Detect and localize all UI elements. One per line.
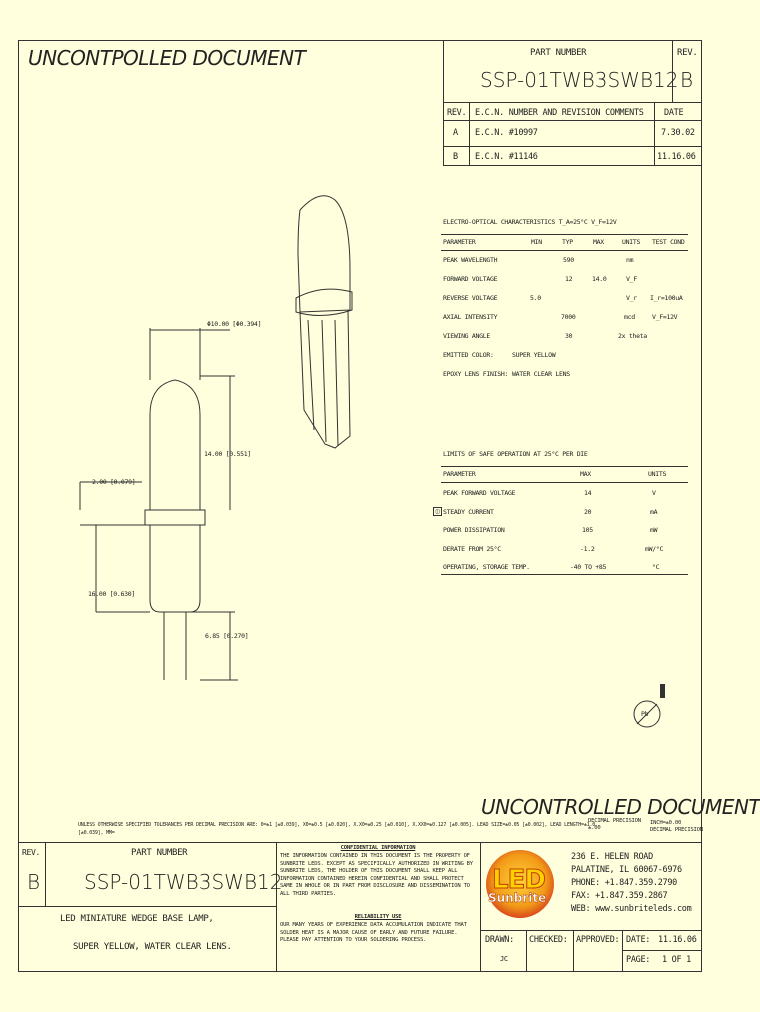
emitted-color: SUPER YELLOW bbox=[512, 351, 556, 359]
rev-label: REV. bbox=[677, 48, 698, 58]
drawn-label: DRAWN: bbox=[485, 935, 514, 945]
divider bbox=[441, 250, 688, 251]
eo-min: 5.0 bbox=[530, 294, 541, 302]
dim-flange: 2.00 [0.079] bbox=[92, 478, 136, 486]
date-row-b: 11.16.06 bbox=[657, 152, 696, 162]
eo-typ: 590 bbox=[563, 256, 574, 264]
limit-param: STEADY CURRENT bbox=[443, 508, 494, 516]
rev-col-header: REV. bbox=[447, 108, 467, 118]
eo-header-cond: TEST COND bbox=[652, 238, 685, 246]
eo-header-typ: TYP bbox=[562, 238, 573, 246]
divider bbox=[443, 120, 702, 121]
rev-row-a: A bbox=[453, 128, 458, 138]
stud-marker-icon: ◫ bbox=[433, 507, 442, 516]
limits-title: LIMITS OF SAFE OPERATION AT 25°C PER DIE bbox=[443, 450, 588, 458]
eo-header-min: MIN bbox=[531, 238, 542, 246]
date-value: 11.16.06 bbox=[658, 935, 697, 945]
divider bbox=[526, 930, 527, 972]
dim-height: 14.00 [0.551] bbox=[204, 450, 251, 458]
divider bbox=[441, 574, 688, 575]
eo-typ: 30 bbox=[565, 332, 573, 340]
limit-max: -40 TO +85 bbox=[570, 563, 607, 571]
confidential-title: CONFIDENTIAL INFORMATION bbox=[340, 845, 416, 851]
approved-label: APPROVED: bbox=[576, 935, 620, 945]
divider bbox=[18, 906, 276, 907]
eo-param: AXIAL INTENSITY bbox=[443, 313, 498, 321]
uncontrolled-document-bottom: UNCONTROLLED DOCUMENT bbox=[481, 795, 760, 819]
drawn-value: JC bbox=[500, 955, 508, 963]
limit-max: -1.2 bbox=[580, 545, 595, 553]
fax: FAX: +1.847.359.2867 bbox=[571, 891, 668, 901]
divider bbox=[441, 482, 688, 483]
eo-title: ELECTRO-OPTICAL CHARACTERISTICS T_A=25°C V_F=12V bbox=[443, 218, 617, 226]
page-label: PAGE: bbox=[626, 955, 651, 965]
part-number: SSP-01TWB3SWB12 bbox=[480, 68, 679, 92]
divider bbox=[45, 842, 46, 906]
tolerance-small: INCH=±0.00 bbox=[650, 820, 682, 826]
tolerance-note: UNLESS OTHERWISE SPECIFIED TOLERANCES PER DECIMAL PRECISION ARE: 0=±1 [±0.039], X0=±0.5 [±0.020], X.X0=±0.25 [±0.010], X.XX0=±0.127 [±0.005]. LEAD SIZE=±0.05 [±0.002], LEAD LENGTH=±1.0 [±0.039], MM= bbox=[78, 822, 596, 836]
limits-header-param: PARAMETER bbox=[443, 470, 476, 478]
pb-label: Pb bbox=[641, 710, 649, 718]
dim-diameter: Φ10.00 [Φ0.394] bbox=[207, 320, 262, 328]
dim-lead: 6.85 [0.270] bbox=[205, 632, 249, 640]
divider bbox=[622, 930, 623, 972]
website: WEB: www.sunbriteleds.com bbox=[571, 904, 692, 914]
divider bbox=[441, 234, 688, 235]
tb-part-number-label: PART NUMBER bbox=[131, 848, 188, 858]
pb-free-icon bbox=[632, 684, 668, 734]
eo-header-max: MAX bbox=[593, 238, 604, 246]
limits-header-max: MAX bbox=[580, 470, 591, 478]
date-col-header: DATE bbox=[664, 108, 684, 118]
limit-units: °C bbox=[652, 563, 660, 571]
limit-max: 20 bbox=[584, 508, 592, 516]
limit-units: mA bbox=[650, 508, 658, 516]
eo-units: mcd bbox=[624, 313, 635, 321]
logo-sunbrite-text: Sunbrite bbox=[488, 891, 547, 905]
eo-max: 14.0 bbox=[592, 275, 607, 283]
eo-typ: 7000 bbox=[561, 313, 576, 321]
limit-units: V bbox=[652, 489, 656, 497]
tolerance-small: DECIMAL PRECISION bbox=[650, 827, 703, 833]
divider bbox=[441, 466, 688, 467]
part-number-label: PART NUMBER bbox=[530, 48, 587, 58]
tb-rev-label: REV. bbox=[22, 848, 41, 857]
logo-led-text: LED bbox=[492, 865, 545, 895]
eo-param: REVERSE VOLTAGE bbox=[443, 294, 498, 302]
eo-param: PEAK WAVELENGTH bbox=[443, 256, 498, 264]
sunbrite-logo bbox=[484, 847, 556, 921]
eo-header-units: UNITS bbox=[622, 238, 641, 246]
dim-base: 16.00 [0.630] bbox=[88, 590, 135, 598]
reliability-title: RELIABILITY USE bbox=[354, 914, 402, 920]
divider bbox=[469, 102, 470, 165]
limit-param: OPERATING, STORAGE TEMP. bbox=[443, 563, 530, 571]
eo-param: FORWARD VOLTAGE bbox=[443, 275, 498, 283]
limit-param: PEAK FORWARD VOLTAGE bbox=[443, 489, 516, 497]
divider bbox=[573, 930, 574, 972]
eo-param: VIEWING ANGLE bbox=[443, 332, 490, 340]
eo-cond: V_F=12V bbox=[652, 313, 678, 321]
emitted-color-label: EMITTED COLOR: bbox=[443, 351, 494, 359]
divider bbox=[443, 146, 702, 147]
uncontrolled-document-top: UNCONTPOLLED DOCUMENT bbox=[28, 46, 306, 70]
divider bbox=[443, 165, 702, 166]
eo-header-param: PARAMETER bbox=[443, 238, 476, 246]
divider bbox=[480, 930, 702, 931]
limits-header-units: UNITS bbox=[648, 470, 667, 478]
page-value: 1 OF 1 bbox=[662, 955, 691, 965]
divider bbox=[18, 842, 702, 843]
tolerance-small: ±.00 bbox=[588, 825, 601, 831]
ecn-col-header: E.C.N. NUMBER AND REVISION COMMENTS bbox=[475, 108, 644, 118]
eo-cond: I_r=100uA bbox=[650, 294, 683, 302]
ecn-row-b: E.C.N. #11146 bbox=[475, 152, 538, 162]
date-row-a: 7.30.02 bbox=[661, 128, 695, 138]
eo-units: 2x theta bbox=[618, 332, 647, 340]
eo-units: V_r bbox=[626, 294, 637, 302]
limit-units: mW bbox=[650, 526, 658, 534]
tolerance-small: DECIMAL PRECISION bbox=[588, 818, 641, 824]
phone: PHONE: +1.847.359.2790 bbox=[571, 878, 677, 888]
address-line: 236 E. HELEN ROAD bbox=[571, 852, 653, 862]
limit-param: DERATE FROM 25°C bbox=[443, 545, 501, 553]
tb-rev: B bbox=[27, 870, 41, 894]
rev-value: B bbox=[680, 68, 694, 92]
reliability-text: OUR MANY YEARS OF EXPERIENCE DATA ACCUMULATION INDICATE THAT SOLDER HEAT IS A MAJOR CAUSE OF EARLY AND FUTURE FAILURE. PLEASE PAY ATTENTION TO YOUR SOLDERING PROCESS. bbox=[280, 922, 467, 943]
lens-finish: WATER CLEAR LENS bbox=[512, 370, 570, 378]
rev-row-b: B bbox=[453, 152, 458, 162]
limit-max: 105 bbox=[582, 526, 593, 534]
limit-units: mW/°C bbox=[645, 545, 664, 553]
divider bbox=[622, 950, 702, 951]
tb-description-1: LED MINIATURE WEDGE BASE LAMP, bbox=[60, 914, 214, 924]
ecn-row-a: E.C.N. #10997 bbox=[475, 128, 538, 138]
eo-units: V_F bbox=[626, 275, 637, 283]
eo-units: nm bbox=[626, 256, 634, 264]
limit-param: POWER DISSIPATION bbox=[443, 526, 505, 534]
checked-label: CHECKED: bbox=[529, 935, 568, 945]
address-line: PALATINE, IL 60067-6976 bbox=[571, 865, 682, 875]
eo-typ: 12 bbox=[565, 275, 573, 283]
date-label: DATE: bbox=[626, 935, 651, 945]
limit-max: 14 bbox=[584, 489, 592, 497]
tb-part-number: SSP-01TWB3SWB12 bbox=[84, 870, 283, 894]
tb-description-2: SUPER YELLOW, WATER CLEAR LENS. bbox=[73, 942, 232, 952]
led-drawing bbox=[60, 180, 380, 690]
divider bbox=[654, 102, 655, 165]
confidential-text: THE INFORMATION CONTAINED IN THIS DOCUMENT IS THE PROPERTY OF SUNBRITE LEDS. EXCEPT AS SPECIFICALLY AUTHORIZED IN WRITING BY SUNBRITE LEDS, THE HOLDER OF THIS DOCUMENT SHALL KEEP ALL INFORMATION CONTAINED HEREIN CONFIDENTIAL AND SHALL PROTECT SAME IN WHOLE OR IN PART FROM DISCLOSURE AND DISSEMINATION TO ALL THIRD PARTIES. bbox=[280, 853, 473, 897]
divider bbox=[480, 842, 481, 972]
divider bbox=[276, 842, 277, 972]
divider bbox=[443, 102, 702, 103]
lens-label: EPOXY LENS FINISH: bbox=[443, 370, 509, 378]
